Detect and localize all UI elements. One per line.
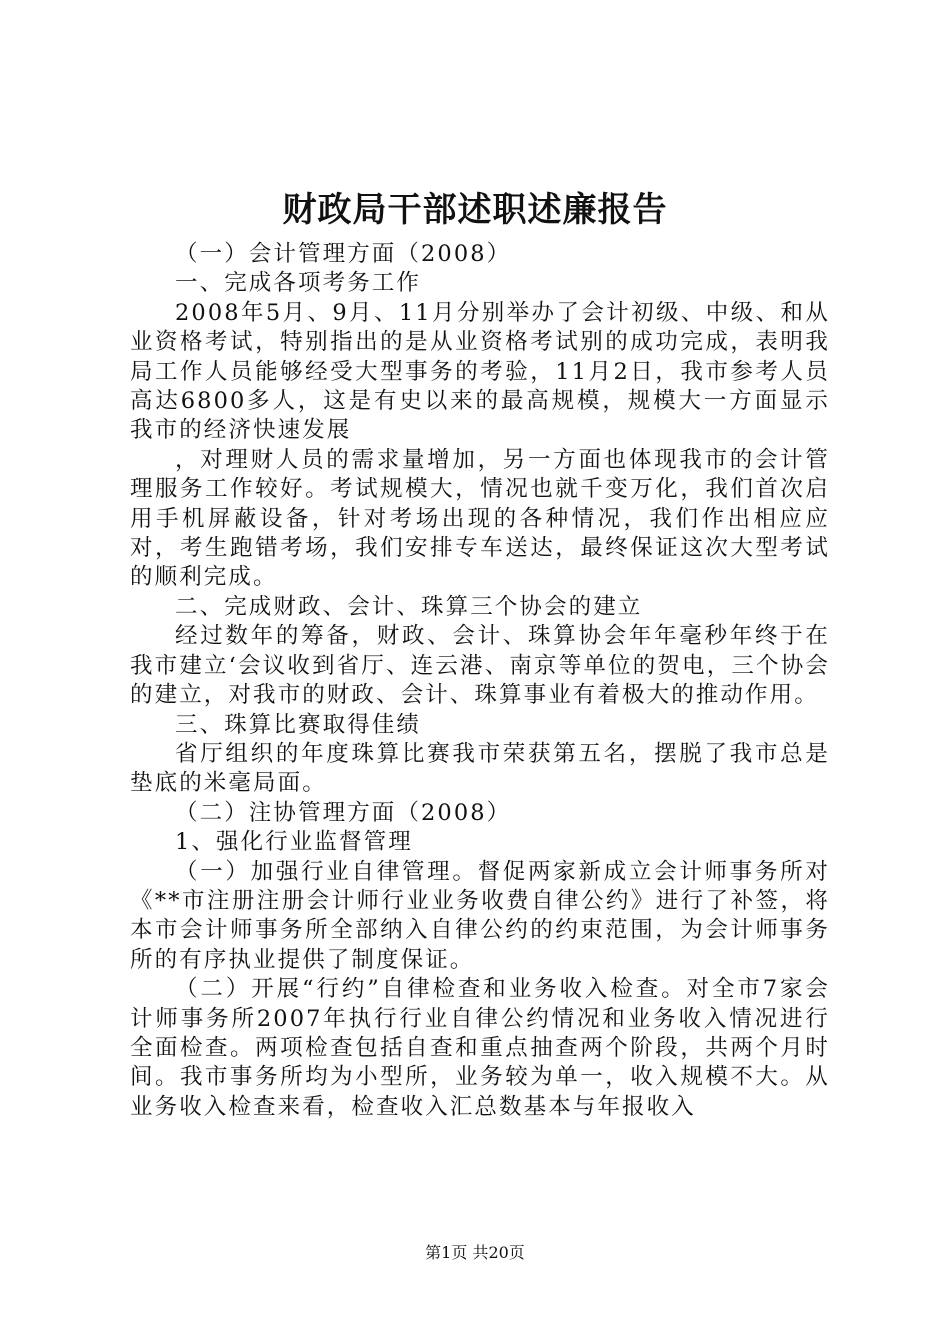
subheading-associations: 二、完成财政、会计、珠算三个协会的建立 (175, 593, 643, 620)
paragraph-exams-continued: ，对理财人员的需求量增加，另一方面也体现我市的会计管理服务工作较好。考试规模大，情况也就千变万化，我们首次启用手机屏蔽设备，针对考场出现的各种情况，我们作出相应应对，考生跑错考场，我们安排专车送达，最终保证这次大型考试的顺利完成。 (130, 446, 830, 591)
document-title: 财政局干部述职述廉报告 (282, 190, 668, 230)
subheading-industry-supervision: 1、强化行业监督管理 (175, 829, 413, 856)
section-heading-accounting: （一）会计管理方面（2008） (175, 241, 512, 267)
subheading-exam-work: 一、完成各项考务工作 (175, 270, 422, 297)
paragraph-inspection: （二）开展“行约”自律检查和业务收入检查。对全市7家会计师事务所2007年执行行业自律公约情况和业务收入情况进行全面检查。两项检查包括自查和重点抽查两个阶段，共两个月时间。我市事务所均为小型所，业务较为单一，收入规模不大。从业务收入检查来看，检查收入汇总数基本与年报收入 (130, 976, 830, 1120)
page-footer: 第1页 共20页 (425, 1243, 525, 1262)
subheading-abacus-contest: 三、珠算比赛取得佳绩 (175, 711, 422, 738)
paragraph-abacus-contest: 省厅组织的年度珠算比赛我市荣获第五名，摆脱了我市总是垫底的米毫局面。 (130, 740, 830, 797)
paragraph-self-discipline: （一）加强行业自律管理。督促两家新成立会计师事务所对《**市注册注册会计师行业业务收费自律公约》进行了补签，将本市会计师事务所全部纳入自律公约的约束范围，为会计师事务所的有序执业提供了制度保证。 (130, 858, 830, 973)
document-body (130, 240, 830, 1122)
section-heading-cpa-association: （二）注协管理方面（2008） (175, 799, 512, 826)
paragraph-associations: 经过数年的筹备，财政、会计、珠算协会年年毫秒年终于在我市建立‘会议收到省厅、连云港、南京等单位的贺电，三个协会的建立，对我市的财政、会计、珠算事业有着极大的推动作用。 (130, 623, 830, 709)
paragraph-exams: 2008年5月、9月、11月分别举办了会计初级、中级、和从业资格考试，特别指出的是从业资格考试别的成功完成，表明我局工作人员能够经受大型事务的考验，11月2日，我市参考人员高达6800多人，这是有史以来的最高规模，规模大一方面显示我市的经济快速发展 (130, 299, 830, 444)
